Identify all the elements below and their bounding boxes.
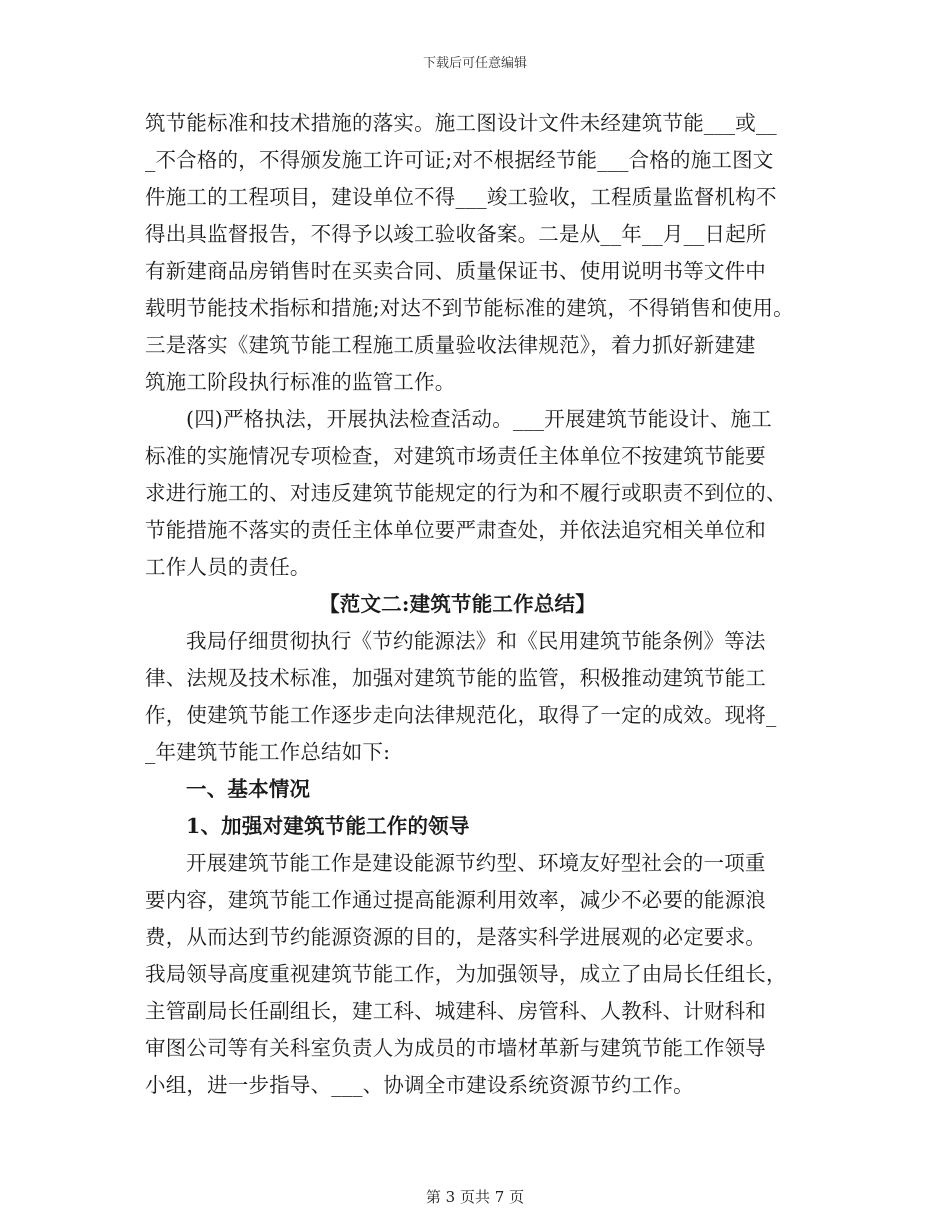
text-line: 我局领导高度重视建筑节能工作，为加强领导，成立了由局长任组长，: [145, 962, 787, 986]
text-line: 要内容，建筑节能工作通过提高能源利用效率，减少不必要的能源浪: [145, 888, 766, 912]
text-line: 标准的实施情况专项检查，对建筑市场责任主体单位不按建筑节能要: [145, 444, 766, 468]
section-heading: 一、基本情况: [186, 777, 311, 801]
text-line: _年建筑节能工作总结如下:: [145, 740, 391, 764]
text-line: 求进行施工的、对违反建筑节能规定的行为和不履行或职责不到位的、: [145, 481, 787, 505]
text-line: 载明节能技术指标和措施;对达不到节能标准的建筑，不得销售和使用。: [145, 296, 794, 320]
text-line: 有新建商品房销售时在买卖合同、质量保证书、使用说明书等文件中: [145, 259, 766, 283]
text-line: 审图公司等有关科室负责人为成员的市墙材革新与建筑节能工作领导: [145, 1036, 766, 1060]
text-line: 件施工的工程项目，建设单位不得___竣工验收，工程质量监督机构不: [145, 185, 777, 209]
page-footer: 第 3 页共 7 页: [425, 1188, 525, 1206]
document-body: [145, 105, 810, 1104]
text-line: 筑施工阶段执行标准的监管工作。: [145, 370, 456, 394]
text-line: 节能措施不落实的责任主体单位要严肃查处，并依法追究相关单位和: [145, 518, 766, 542]
text-line: 三是落实《建筑节能工程施工质量验收法律规范》，着力抓好新建建: [145, 333, 756, 357]
section-title: 【范文二:建筑节能工作总结】: [319, 592, 596, 616]
text-line: 作，使建筑节能工作逐步走向法律规范化，取得了一定的成效。现将_: [145, 703, 777, 727]
text-line: 律、法规及技术标准，加强对建筑节能的监管，积极推动建筑节能工: [145, 666, 766, 690]
text-line: 筑节能标准和技术措施的落实。施工图设计文件未经建筑节能___或__: [145, 111, 777, 135]
text-line: 工作人员的责任。: [145, 555, 311, 579]
text-line: 得出具监督报告，不得予以竣工验收备案。二是从__年__月__日起所: [145, 222, 767, 246]
page-header: 下载后可任意编辑: [422, 56, 527, 71]
text-line: 开展建筑节能工作是建设能源节约型、环境友好型社会的一项重: [186, 851, 766, 875]
text-line: 费，从而达到节约能源资源的目的，是落实科学进展观的必定要求。: [145, 925, 766, 949]
text-line: (四)严格执法，开展执法检查活动。___开展建筑节能设计、施工: [186, 407, 772, 431]
section-heading: 1、加强对建筑节能工作的领导: [186, 814, 470, 838]
text-line: 主管副局长任副组长，建工科、城建科、房管科、人教科、计财科和: [145, 999, 766, 1023]
text-line: 我局仔细贯彻执行《节约能源法》和《民用建筑节能条例》等法: [186, 629, 766, 653]
text-line: _不合格的，不得颁发施工许可证;对不根据经节能___合格的施工图文: [145, 148, 774, 172]
text-line: 小组，进一步指导、___、协调全市建设系统资源节约工作。: [145, 1073, 694, 1097]
